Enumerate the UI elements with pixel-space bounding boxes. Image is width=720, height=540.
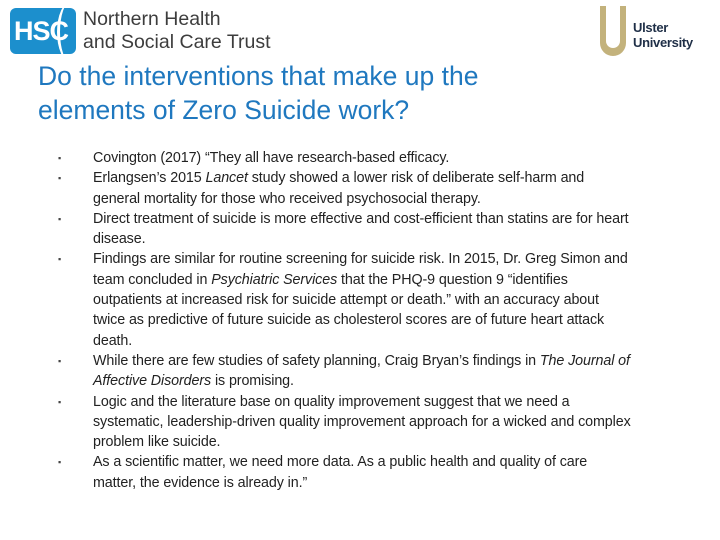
bullet-line bbox=[93, 310, 708, 330]
bullet-line bbox=[93, 392, 708, 412]
bullet-text: As a scientific matter, we need more data. As a public health and quality of care bbox=[93, 454, 588, 471]
bullet-item bbox=[0, 168, 720, 209]
trust-name-line-2: and Social Care Trust bbox=[83, 31, 271, 53]
italic-citation: The Journal of bbox=[539, 352, 630, 369]
hsc-logo bbox=[10, 8, 76, 54]
bullet-line bbox=[93, 473, 708, 493]
bullet-text: general mortality for those who received psychosocial therapy. bbox=[93, 190, 481, 207]
bullet-text: Findings are similar for routine screening for suicide risk. In 2015, Dr. Greg Simon and bbox=[93, 251, 628, 268]
italic-citation: Psychiatric Services bbox=[211, 271, 338, 288]
bullet-marker-icon: ▪ bbox=[58, 153, 62, 163]
bullet-line bbox=[93, 290, 708, 310]
bullet-text: twice as predictive of future suicide as cholesterol scores are of future heart attack bbox=[93, 312, 605, 329]
bullet-line bbox=[93, 249, 708, 269]
slide-title-line-1: Do the interventions that make up the bbox=[38, 61, 479, 91]
bullet-marker-icon: ▪ bbox=[58, 457, 62, 468]
bullet-item bbox=[0, 148, 720, 168]
bullet-text: matter, the evidence is already in.” bbox=[93, 474, 308, 491]
bullet-line bbox=[93, 270, 708, 290]
bullet-line bbox=[93, 168, 708, 188]
bullet-item bbox=[0, 392, 720, 453]
bullet-marker-icon: ▪ bbox=[58, 173, 62, 184]
bullet-text: that the PHQ-9 question 9 “identifies bbox=[337, 271, 568, 288]
bullet-line bbox=[93, 331, 708, 351]
bullet-text: team concluded in bbox=[93, 271, 212, 288]
bullet-line bbox=[93, 412, 708, 432]
bullet-text: study showed a lower risk of deliberate self-harm and bbox=[247, 170, 585, 187]
university-name-line-2: University bbox=[633, 35, 693, 50]
university-name-line-1: Ulster bbox=[633, 20, 669, 35]
bullet-text: death. bbox=[93, 332, 133, 349]
bullet-line bbox=[93, 148, 708, 168]
hsc-swoosh-icon bbox=[57, 8, 76, 54]
bullet-item bbox=[0, 452, 720, 493]
bullet-line bbox=[93, 229, 708, 249]
slide-title bbox=[38, 59, 638, 127]
university-name bbox=[633, 20, 693, 50]
bullet-marker-icon: ▪ bbox=[58, 355, 62, 366]
bullet-text: Logic and the literature base on quality improvement suggest that we need a bbox=[93, 393, 570, 410]
trust-name-line-1: Northern Health bbox=[83, 8, 221, 30]
bullet-list bbox=[0, 148, 720, 493]
bullet-text: disease. bbox=[93, 231, 146, 248]
bullet-marker-icon: ▪ bbox=[58, 254, 62, 265]
ulster-shield-icon bbox=[600, 6, 626, 56]
bullet-text: Covington (2017) “They all have research-based efficacy. bbox=[93, 150, 450, 166]
italic-citation: Lancet bbox=[205, 170, 248, 187]
bullet-marker-icon: ▪ bbox=[58, 396, 62, 407]
bullet-line bbox=[93, 189, 708, 209]
bullet-text: outpatients at increased risk for suicide attempt or death.” with an accuracy about bbox=[93, 292, 599, 309]
italic-citation: Affective Disorders bbox=[93, 373, 212, 390]
hsc-logo-text: HSC bbox=[13, 15, 68, 46]
bullet-marker-icon: ▪ bbox=[58, 213, 62, 224]
bullet-line bbox=[93, 371, 708, 391]
bullet-item bbox=[0, 249, 720, 350]
bullet-text: problem like suicide. bbox=[93, 434, 221, 451]
bullet-item bbox=[0, 351, 720, 392]
bullet-line bbox=[93, 351, 708, 371]
bullet-item bbox=[0, 209, 720, 250]
bullet-line bbox=[93, 452, 708, 472]
trust-name bbox=[83, 8, 271, 54]
bullet-text: is promising. bbox=[211, 373, 294, 390]
bullet-text: Direct treatment of suicide is more effective and cost-efficient than statins are for heart bbox=[93, 210, 629, 227]
bullet-text: systematic, leadership-driven quality improvement approach for a wicked and complex bbox=[93, 413, 631, 430]
bullet-line bbox=[93, 432, 708, 452]
bullet-text: While there are few studies of safety planning, Craig Bryan’s findings in bbox=[93, 352, 540, 369]
bullet-line bbox=[93, 209, 708, 229]
slide-title-line-2: elements of Zero Suicide work? bbox=[38, 95, 410, 125]
bullet-text: Erlangsen’s 2015 bbox=[93, 170, 206, 187]
